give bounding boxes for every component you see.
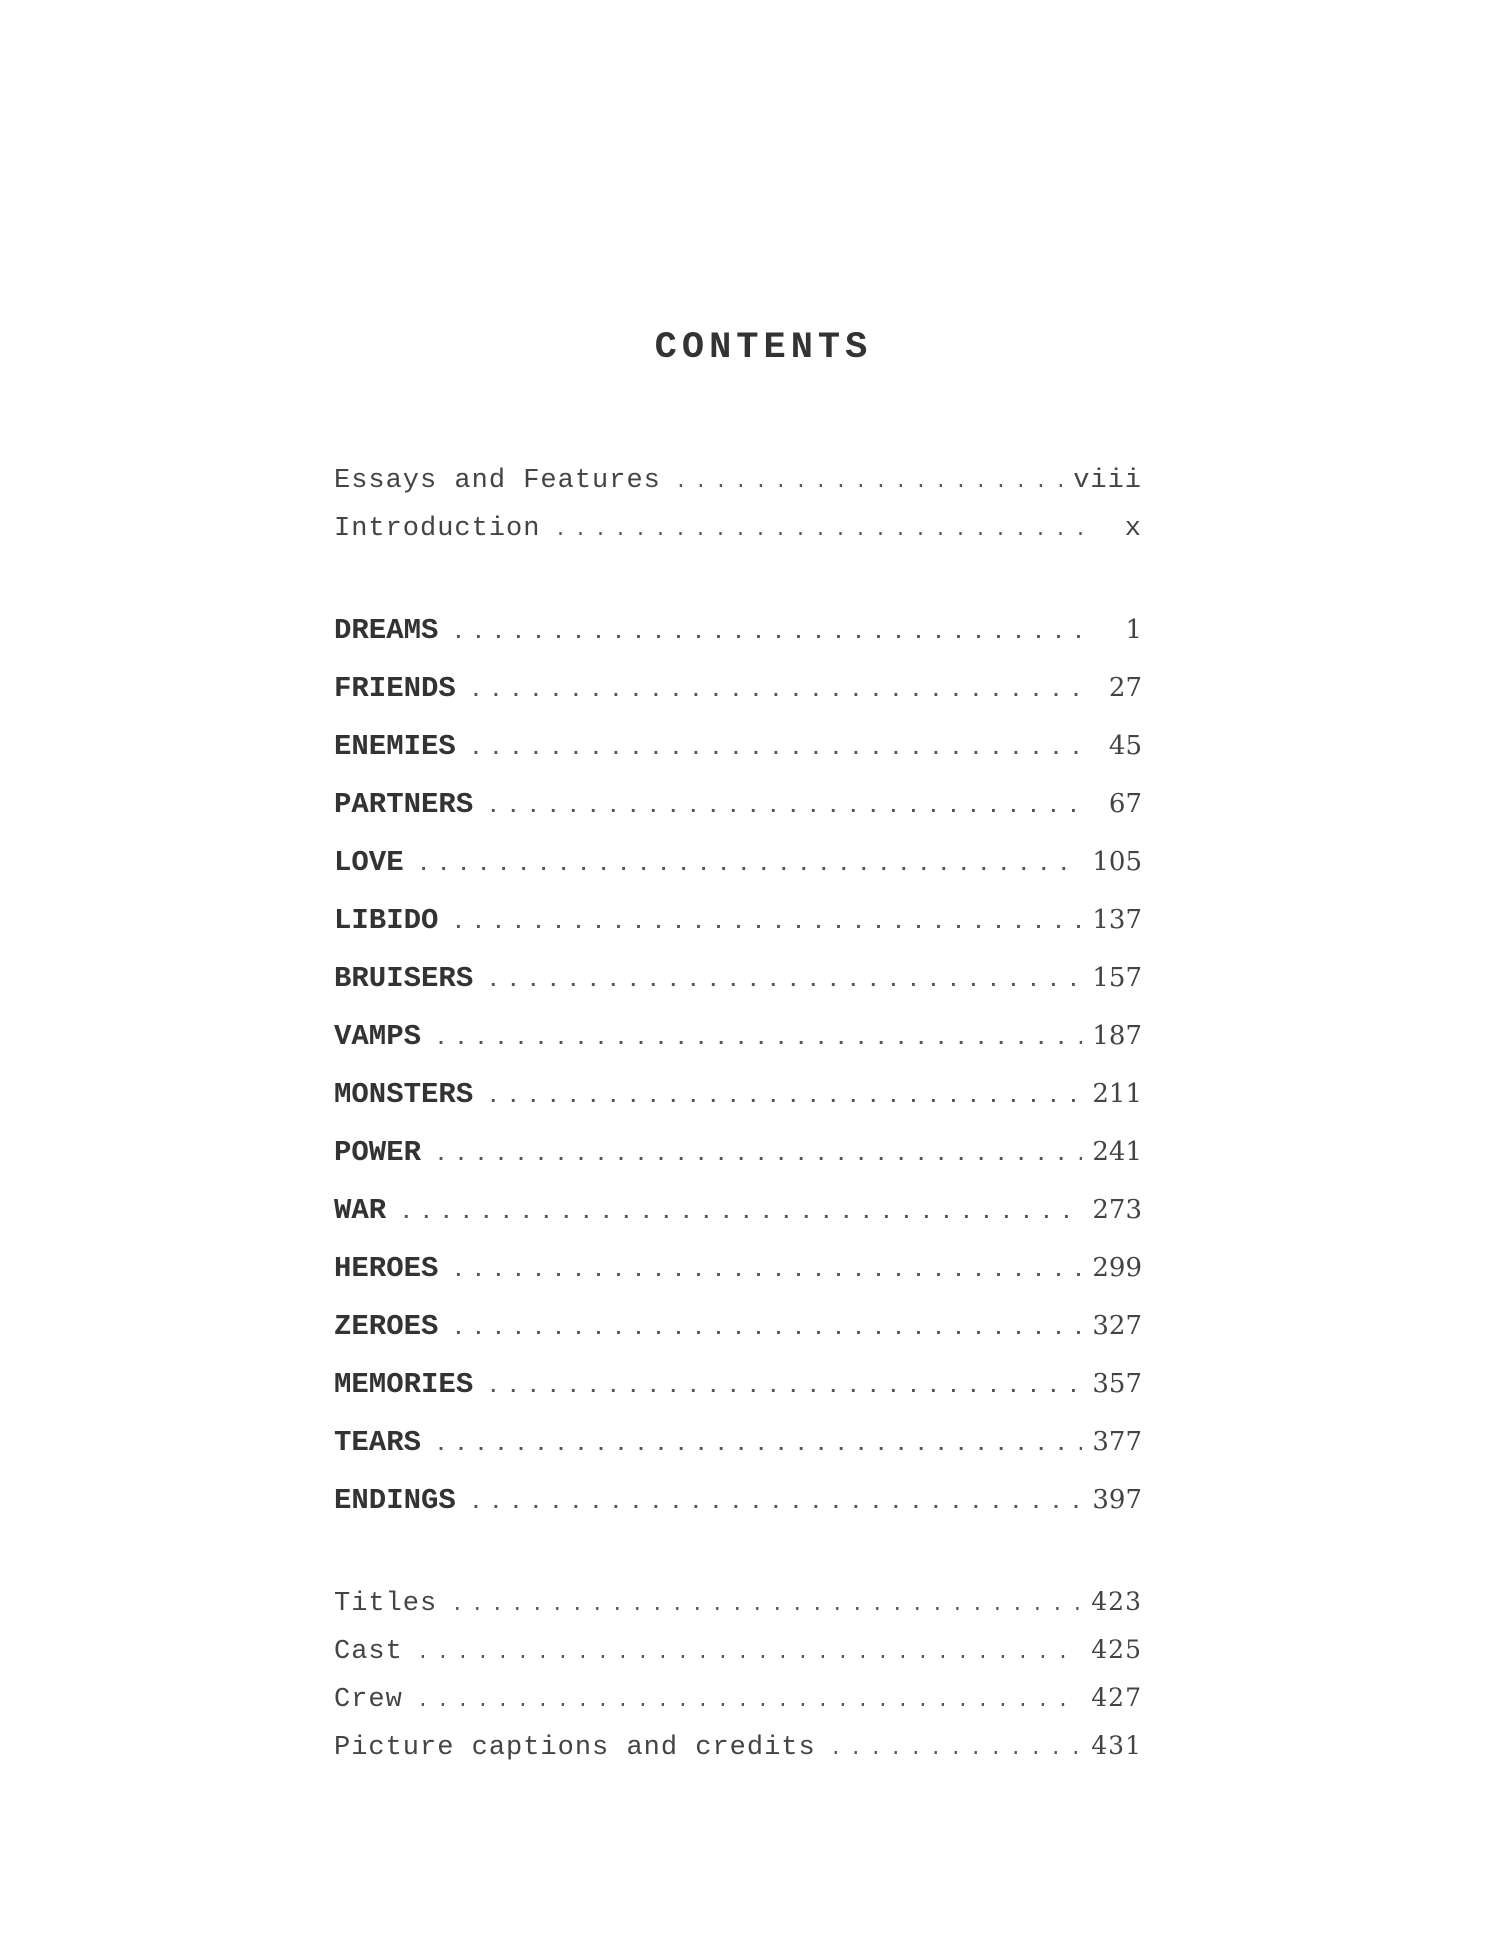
chapter-list [334, 614, 1142, 1542]
chapter-label: LIBIDO [334, 904, 439, 937]
chapter-label: HEROES [334, 1252, 439, 1285]
chapter-label: ZEROES [334, 1310, 439, 1343]
chapter-entry[interactable] [334, 788, 1142, 846]
toc-entry-label: Essays and Features [334, 466, 661, 496]
chapter-entry[interactable] [334, 1020, 1142, 1078]
chapter-page: 211 [1092, 1079, 1142, 1109]
front-matter-list [334, 466, 1142, 562]
chapter-entry[interactable] [334, 904, 1142, 962]
chapter-entry[interactable] [334, 1484, 1142, 1542]
chapter-entry[interactable] [334, 730, 1142, 788]
toc-entry-label: Cast [334, 1637, 403, 1667]
toc-entry[interactable] [334, 466, 1142, 514]
chapter-entry[interactable] [334, 672, 1142, 730]
dot-leader [675, 471, 1063, 494]
toc-entry-page: x [1124, 514, 1142, 544]
dot-leader [554, 519, 1092, 542]
chapter-page: 397 [1092, 1485, 1142, 1515]
chapter-page: 1 [1125, 615, 1142, 645]
chapter-label: MEMORIES [334, 1368, 474, 1401]
chapter-entry[interactable] [334, 614, 1142, 672]
chapter-label: DREAMS [334, 614, 439, 647]
toc-entry-label: Crew [334, 1685, 403, 1715]
page-title: CONTENTS [654, 327, 873, 369]
toc-entry-label: Introduction [334, 514, 541, 544]
dot-leader [452, 1260, 1082, 1283]
toc-entry[interactable] [334, 1635, 1142, 1683]
chapter-label: ENEMIES [334, 730, 456, 763]
toc-entry-page: 431 [1091, 1731, 1142, 1760]
toc-entry-label: Picture captions and credits [334, 1733, 816, 1763]
chapter-entry[interactable] [334, 1310, 1142, 1368]
chapter-page: 157 [1092, 963, 1142, 993]
toc-entry-page: 425 [1091, 1635, 1142, 1664]
dot-leader [451, 1594, 1081, 1617]
chapter-entry[interactable] [334, 1426, 1142, 1484]
chapter-label: MONSTERS [334, 1078, 474, 1111]
toc-entry-page: viii [1073, 466, 1142, 496]
chapter-label: BRUISERS [334, 962, 474, 995]
chapter-label: LOVE [334, 846, 404, 879]
chapter-page: 357 [1092, 1369, 1142, 1399]
dot-leader [470, 738, 1092, 761]
chapter-page: 377 [1092, 1427, 1142, 1457]
chapter-page: 67 [1108, 789, 1142, 819]
chapter-page: 105 [1092, 847, 1142, 877]
chapter-label: VAMPS [334, 1020, 422, 1053]
dot-leader [487, 970, 1082, 993]
chapter-label: ENDINGS [334, 1484, 456, 1517]
chapter-page: 137 [1092, 905, 1142, 935]
chapter-page: 327 [1092, 1311, 1142, 1341]
dot-leader [417, 1690, 1081, 1713]
chapter-page: 187 [1092, 1021, 1142, 1051]
dot-leader [452, 912, 1082, 935]
chapter-label: WAR [334, 1194, 387, 1227]
dot-leader [487, 796, 1092, 819]
chapter-label: FRIENDS [334, 672, 456, 705]
chapter-label: POWER [334, 1136, 422, 1169]
chapter-label: PARTNERS [334, 788, 474, 821]
back-matter-list [334, 1587, 1142, 1779]
dot-leader [487, 1086, 1082, 1109]
dot-leader [400, 1202, 1082, 1225]
chapter-entry[interactable] [334, 1368, 1142, 1426]
chapter-page: 273 [1092, 1195, 1142, 1225]
toc-entry[interactable] [334, 1587, 1142, 1635]
dot-leader [470, 680, 1092, 703]
chapter-entry[interactable] [334, 1136, 1142, 1194]
toc-entry[interactable] [334, 1683, 1142, 1731]
toc-entry[interactable] [334, 514, 1142, 562]
chapter-page: 27 [1108, 673, 1142, 703]
dot-leader [487, 1376, 1082, 1399]
chapter-entry[interactable] [334, 1194, 1142, 1252]
dot-leader [435, 1144, 1082, 1167]
chapter-entry[interactable] [334, 962, 1142, 1020]
dot-leader [830, 1738, 1082, 1761]
dot-leader [452, 622, 1092, 645]
chapter-page: 45 [1108, 731, 1142, 761]
dot-leader [435, 1434, 1082, 1457]
dot-leader [452, 1318, 1082, 1341]
dot-leader [470, 1492, 1083, 1515]
toc-entry-page: 427 [1091, 1683, 1142, 1712]
dot-leader [435, 1028, 1082, 1051]
dot-leader [418, 854, 1083, 877]
chapter-entry[interactable] [334, 846, 1142, 904]
chapter-entry[interactable] [334, 1078, 1142, 1136]
chapter-page: 299 [1092, 1253, 1142, 1283]
toc-entry-label: Titles [334, 1589, 438, 1619]
chapter-label: TEARS [334, 1426, 422, 1459]
chapter-page: 241 [1092, 1137, 1142, 1167]
toc-entry[interactable] [334, 1731, 1142, 1779]
toc-entry-page: 423 [1091, 1587, 1142, 1616]
dot-leader [417, 1642, 1081, 1665]
chapter-entry[interactable] [334, 1252, 1142, 1310]
